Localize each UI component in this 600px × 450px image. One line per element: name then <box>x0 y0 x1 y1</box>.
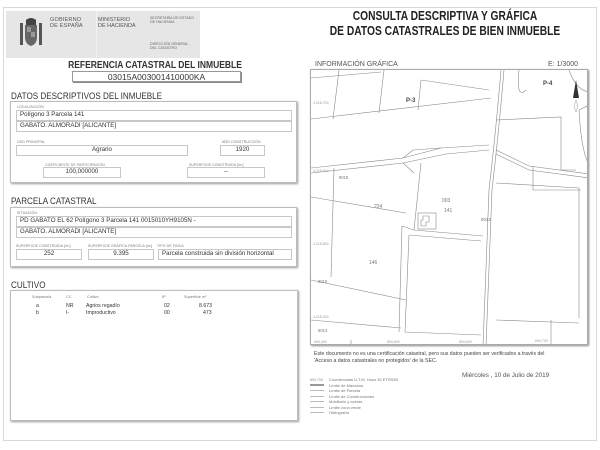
cadastral-reference-title: REFERENCIA CATASTRAL DEL INMUEBLE <box>68 60 242 71</box>
legend-label: Límite de Construcciones <box>329 393 375 399</box>
table-cell: 00 <box>164 310 170 316</box>
legend-swatch <box>310 412 324 413</box>
table-cell: 02 <box>164 303 170 309</box>
legend-label: Límite de Manzana <box>329 382 364 388</box>
cultivation-title: CULTIVO <box>11 280 46 290</box>
government-line: GOBIERNO <box>50 17 82 23</box>
secretariat-line: SECRETARÍA DE ESTADO <box>150 16 194 20</box>
legend-row <box>310 377 398 383</box>
legend-swatch <box>310 401 324 402</box>
document-title <box>326 9 564 39</box>
map-scale: E: 1/3000 <box>548 61 578 68</box>
col-header-subparcel: Subparcela <box>32 295 52 299</box>
svg-text:694,500: 694,500 <box>387 340 400 344</box>
built-surface-value: -- <box>187 167 265 178</box>
divider <box>96 11 97 58</box>
col-header-surface: Superficie m² <box>184 295 207 299</box>
cadastral-reference-value: 03015A003001410000KA <box>72 71 241 82</box>
map-legend <box>310 377 398 416</box>
government-line: DE ESPAÑA <box>50 23 83 29</box>
svg-text:224: 224 <box>374 204 383 210</box>
directorate-line: DEL CATASTRO <box>150 46 177 51</box>
directorate-line: DIRECCIÓN GENERAL <box>150 42 189 46</box>
situation-label: SITUACIÓN <box>17 211 37 215</box>
table-cell: b <box>36 310 39 316</box>
north-arrow-icon <box>573 80 579 112</box>
graphic-surface-label: SUPERFICIE GRÁFICA PARCELA [m²] <box>88 244 153 248</box>
legend-key: 694,700 <box>310 377 323 382</box>
col-header-cc: CC <box>66 295 72 299</box>
participation-coef-value: 100,000000 <box>43 167 121 178</box>
svg-text:694,700: 694,700 <box>535 339 548 343</box>
legend-swatch <box>310 384 324 386</box>
secretariat-name <box>150 16 194 24</box>
svg-text:141: 141 <box>444 208 453 214</box>
table-cell: Improductivo <box>86 310 116 316</box>
cadastral-map[interactable] <box>310 69 588 345</box>
directorate-name <box>150 42 188 50</box>
property-type-value: Parcela construida sin división horizontal <box>158 249 292 260</box>
svg-text:9012: 9012 <box>481 217 492 222</box>
col-header-crop: Cultivo <box>87 295 99 299</box>
col-header-ip: IP <box>162 295 166 299</box>
situation-line-2: GABATO. ALMORADI [ALICANTE] <box>16 227 292 238</box>
polygon-label: P-3 <box>406 98 416 104</box>
svg-text:9015: 9015 <box>318 279 328 284</box>
main-use-label: USO PRINCIPAL <box>17 140 46 144</box>
secretariat-line: DE HACIENDA <box>150 20 175 25</box>
svg-text:003: 003 <box>442 198 451 204</box>
title-line-1: CONSULTA DESCRIPTIVA Y GRÁFICA <box>352 9 538 23</box>
legend-label: Límite zona verde <box>329 404 361 410</box>
parcel-built-surface-label: SUPERFICIE CONSTRUIDA [m²] <box>16 244 71 248</box>
svg-text:4,215,400: 4,215,400 <box>313 315 329 319</box>
disclaimer-line: 'Acceso a datos catastrales no protegidos' de la SEC. <box>314 358 438 364</box>
graphic-info-label: INFORMACIÓN GRÁFICA <box>315 61 398 68</box>
descriptive-data-title: DATOS DESCRIPTIVOS DEL INMUEBLE <box>11 91 163 101</box>
built-surface-label: SUPERFICIE CONSTRUIDA [m²] <box>189 163 244 167</box>
legend-label: Hidrografía <box>329 410 349 416</box>
legend-label: Mobiliario y aceras <box>329 399 363 405</box>
table-cell: NR <box>66 303 74 309</box>
disclaimer-line: Este documento no es una certificación catastral, pero sus datos pueden ser verificados a través del <box>314 351 545 357</box>
cultivation-panel <box>10 290 298 421</box>
main-use-value: Agrario <box>16 145 188 156</box>
svg-text:694,400: 694,400 <box>314 340 327 344</box>
parcel-built-surface-value: 252 <box>16 249 82 260</box>
title-line-2: DE DATOS CATASTRALES DE BIEN INMUEBLE <box>329 24 561 38</box>
situation-line-1: PD GABATO EL 62 Polígono 3 Parcela 141 0015010YH9105N - <box>16 216 292 227</box>
disclaimer-text <box>314 351 594 365</box>
coat-of-arms-icon <box>16 17 46 49</box>
construction-year-label: AÑO CONSTRUCCIÓN <box>222 140 261 144</box>
participation-coef-label: COEFICIENTE DE PARTICIPACIÓN <box>45 163 105 167</box>
legend-swatch <box>310 390 324 391</box>
svg-text:4,216,700: 4,216,700 <box>313 101 329 105</box>
graphic-surface-value: 9.395 <box>88 249 154 260</box>
svg-text:9013: 9013 <box>318 328 328 333</box>
legend-swatch <box>310 396 324 397</box>
construction-year-value: 1920 <box>220 145 265 156</box>
table-cell: I- <box>66 310 70 316</box>
legend-label: Coordenadas U.T.M. Huso 30 ETRS89 <box>329 377 398 383</box>
government-name <box>50 17 83 29</box>
svg-text:4,215,500: 4,215,500 <box>313 242 329 246</box>
polygon-label: P-4 <box>543 81 553 87</box>
table-cell: Agrios regadío <box>86 303 120 309</box>
svg-text:4,216,600: 4,216,600 <box>313 169 329 173</box>
ministry-line: DE HACIENDA <box>98 23 136 29</box>
location-line-2: GABATO. ALMORADI [ALICANTE] <box>16 121 292 132</box>
map-drawing <box>311 70 588 345</box>
svg-text:694,600: 694,600 <box>459 340 472 344</box>
table-cell: 473 <box>203 310 212 316</box>
parcel-title: PARCELA CATASTRAL <box>11 196 97 206</box>
legend-row <box>310 410 398 416</box>
location-label: LOCALIZACIÓN <box>17 105 44 109</box>
property-type-label: TIPO DE FINCA <box>157 244 184 248</box>
svg-text:146: 146 <box>369 260 378 266</box>
document-date: Miércoles , 10 de Julio de 2019 <box>462 372 550 379</box>
ministry-name <box>98 17 136 29</box>
table-cell: 8.673 <box>199 303 212 309</box>
table-cell: a <box>36 303 39 309</box>
legend-swatch <box>310 407 324 408</box>
location-line-1: Polígono 3 Parcela 141 <box>16 110 292 121</box>
legend-label: Límite de Parcela <box>329 388 361 394</box>
svg-text:9015: 9015 <box>339 175 349 180</box>
ministry-line: MINISTERIO <box>98 17 131 23</box>
